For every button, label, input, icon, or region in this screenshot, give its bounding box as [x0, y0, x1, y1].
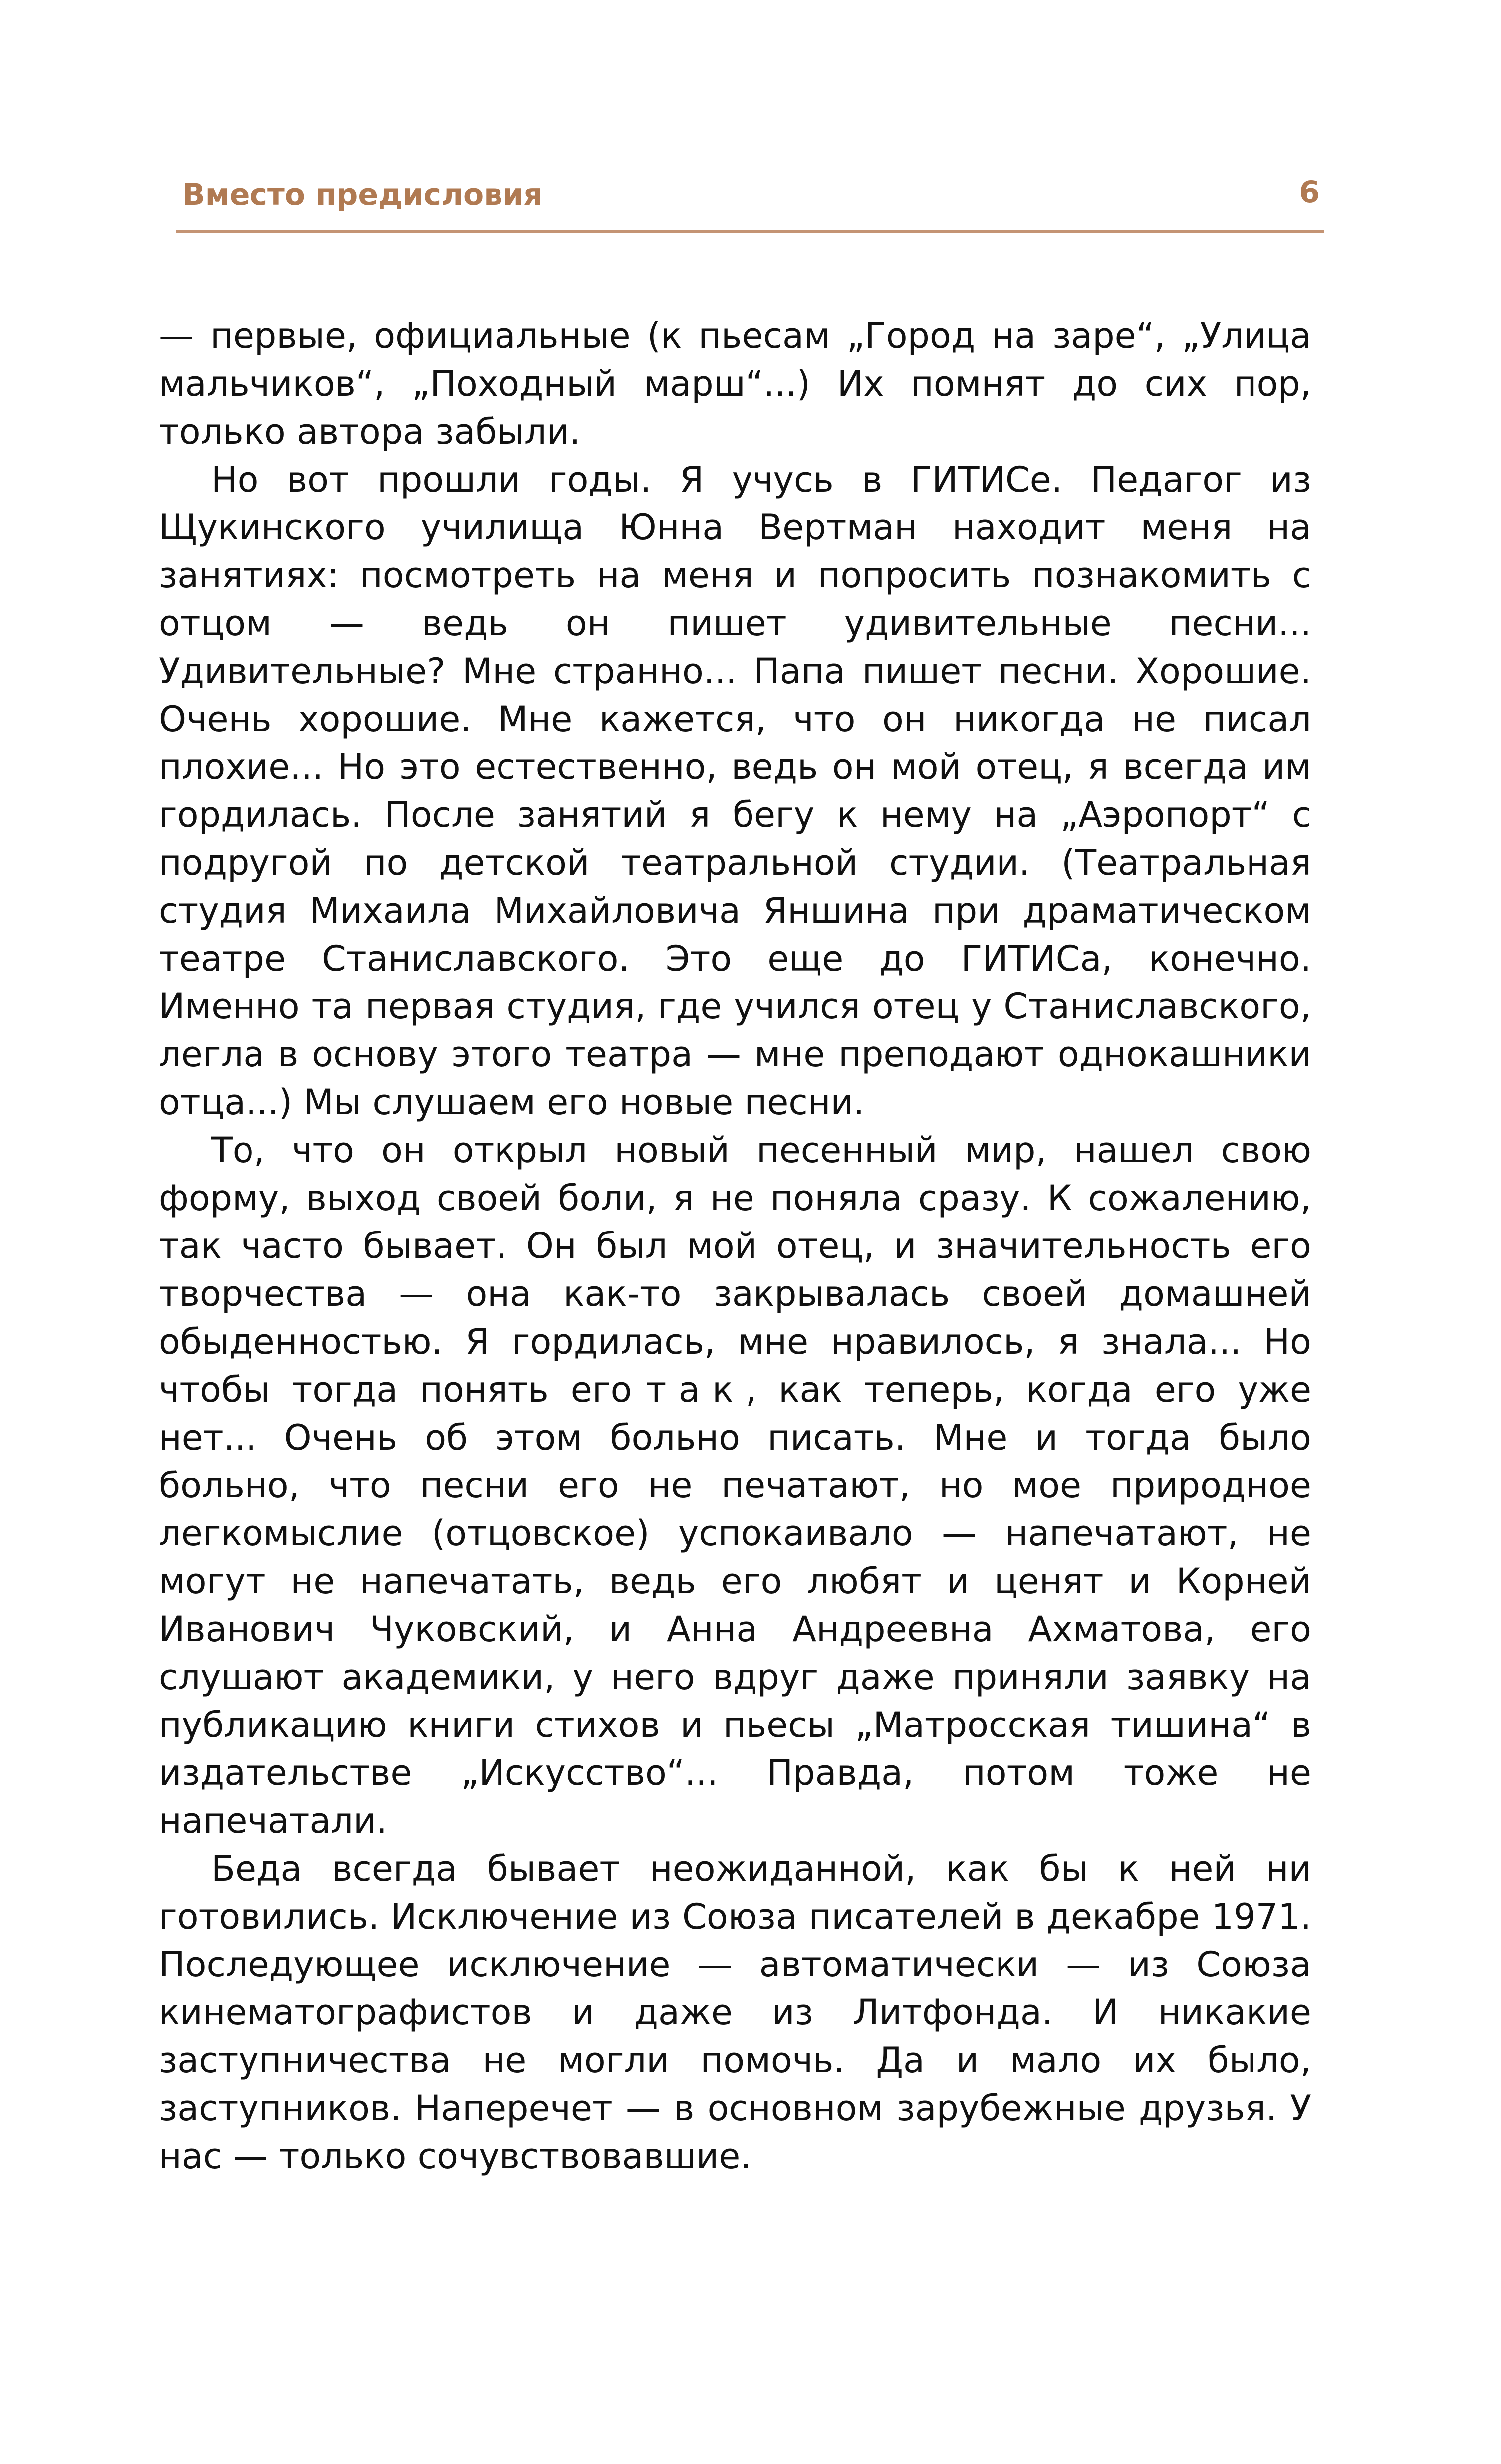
- paragraph-1: — первые, официальные (к пьесам „Город на заре“, „Улица мальчиков“, „Походный марш“...) Их помнят до сих пор, только автора забыли.: [159, 315, 1311, 452]
- paragraph-3-end: , как теперь, когда его уже нет... Очень об этом больно писать. Мне и тогда было больно, что песни его не печатают, но мое природное легкомыслие (отцовское) успокаивало — напечатают, не могут не напечатать, ведь его любят и ценят и Корней Иванович Чуковский, и Анна Андреевна Ахматова, его слушают академики, у него вдруг даже приняли заявку на публикацию книги стихов и пьесы „Матросская тишина“ в издательстве „Искусство“... Правда, потом тоже не напечатали.: [159, 1369, 1312, 1841]
- paragraph-4: Беда всегда бывает неожиданной, как бы к ней ни готовились. Исключение из Союза писателей в декабре 1971. Последующее исключение — автоматически — из Союза кинематографистов и даже из Литфонда. И никакие заступничества не могли помочь. Да и мало их было, заступников. Наперечет — в основном зарубежные друзья. У нас — только сочувствовавшие.: [159, 1848, 1311, 2177]
- header-divider: [176, 230, 1324, 233]
- page-number: 6: [1299, 175, 1320, 210]
- paragraph-3-emphasis: так: [646, 1369, 746, 1410]
- paragraph-3-start: То, что он открыл новый песенный мир, нашел свою форму, выход своей боли, я не поняла сразу. К сожалению, так часто бывает. Он был мой отец, и значительность его творчества — она как-то закрывалась своей домашней обыденностью. Я гордилась, мне нравилось, я знала... Но чтобы тогда понять его: [159, 1130, 1311, 1410]
- paragraph-2: Но вот прошли годы. Я учусь в ГИТИСе. Педагог из Щукинского училища Юнна Вертман находит меня на занятиях: посмотреть на меня и попросить познакомить с отцом — ведь он пишет удивительные песни... Удивительные? Мне странно... Папа пишет песни. Хорошие. Очень хорошие. Мне кажется, что он никогда не писал плохие... Но это естественно, ведь он мой отец, я всегда им гордилась. После занятий я бегу к нему на „Аэропорт“ с подругой по детской театральной студии. (Театральная студия Михаила Михайловича Яншина при драматическом театре Станиславского. Это еще до ГИТИСа, конечно. Именно та первая студия, где учился отец у Станиславского, легла в основу этого театра — мне преподают однокашники отца...) Мы слушаем его новые песни.: [159, 459, 1311, 1123]
- paragraph-3: [159, 1126, 1311, 1845]
- running-title: Вместо предисловия: [182, 177, 543, 212]
- body-text: [159, 312, 1311, 2180]
- running-header: [176, 172, 1324, 227]
